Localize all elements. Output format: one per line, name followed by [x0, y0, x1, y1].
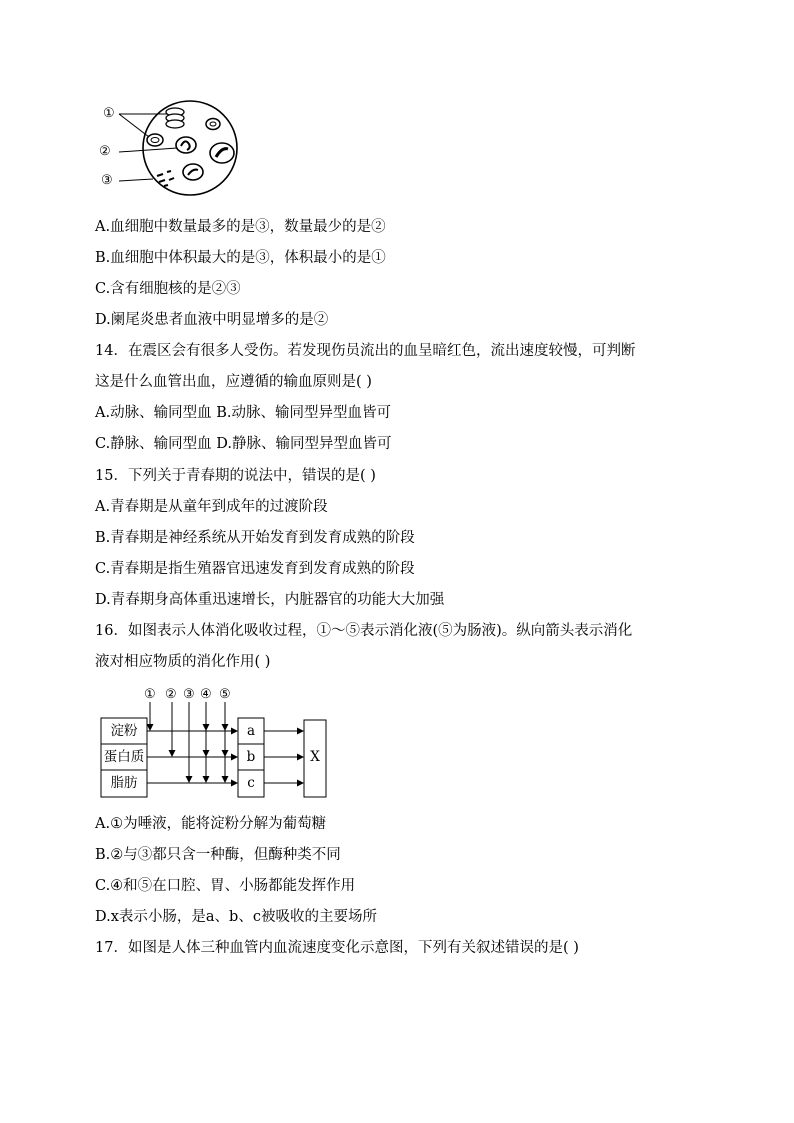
- blood-marker-3: ③: [101, 173, 113, 188]
- q13-option-c: C.含有细胞核的是②③: [95, 281, 241, 297]
- product-c: c: [247, 775, 255, 791]
- substance-protein: 蛋白质: [103, 749, 145, 765]
- q13-option-b: B.血细胞中体积最大的是③，体积最小的是①: [95, 250, 386, 266]
- q13-option-a: A.血细胞中数量最多的是③，数量最少的是②: [95, 219, 386, 235]
- fluid-2-label: ②: [165, 687, 177, 702]
- substance-fat: 脂肪: [110, 775, 138, 791]
- q15-option-d: D.青春期身高体重迅速增长，内脏器官的功能大大加强: [95, 592, 445, 608]
- digestion-diagram: [95, 686, 335, 802]
- product-b: b: [246, 749, 256, 765]
- q14-options-ab: A.动脉、输同型血 B.动脉、输同型异型血皆可: [95, 405, 391, 421]
- q16-option-b: B.②与③都只含一种酶，但酶种类不同: [95, 847, 341, 863]
- blood-smear-diagram: [95, 100, 255, 200]
- fluid-1-label: ①: [144, 687, 156, 702]
- q14-stem-line1: 14．在震区会有很多人受伤。若发现伤员流出的血呈暗红色，流出速度较慢，可判断: [95, 343, 636, 359]
- organ-x: X: [310, 749, 320, 765]
- q15-option-a: A.青春期是从童年到成年的过渡阶段: [95, 499, 328, 515]
- q14-stem-line2: 这是什么血管出血，应遵循的输血原则是( ): [95, 374, 372, 390]
- q16-stem-line1: 16．如图表示人体消化吸收过程，①～⑤表示消化液(⑤为肠液)。纵向箭头表示消化: [95, 623, 633, 639]
- q14-options-cd: C.静脉、输同型血 D.静脉、输同型异型血皆可: [95, 436, 392, 452]
- fluid-4-label: ④: [200, 687, 212, 702]
- q16-option-a: A.①为唾液，能将淀粉分解为葡萄糖: [95, 816, 327, 832]
- q15-stem: 15．下列关于青春期的说法中，错误的是( ): [95, 468, 376, 484]
- product-a: a: [246, 723, 256, 739]
- q13-option-d: D.阑尾炎患者血液中明显增多的是②: [95, 312, 329, 328]
- blood-smear-figure: [95, 100, 255, 200]
- blood-marker-1: ①: [103, 106, 115, 121]
- fluid-3-label: ③: [183, 687, 195, 702]
- q17-stem: 17．如图是人体三种血管内血流速度变化示意图，下列有关叙述错误的是( ): [95, 940, 579, 956]
- q16-option-c: C.④和⑤在口腔、胃、小肠都能发挥作用: [95, 878, 356, 894]
- q16-stem-line2: 液对相应物质的消化作用( ): [95, 654, 271, 670]
- substance-starch: 淀粉: [110, 723, 138, 739]
- blood-marker-2: ②: [99, 144, 111, 159]
- q15-option-b: B.青春期是神经系统从开始发育到发育成熟的阶段: [95, 530, 415, 546]
- q15-option-c: C.青春期是指生殖器官迅速发育到发育成熟的阶段: [95, 561, 415, 577]
- q16-option-d: D.x表示小肠，是a、b、c被吸收的主要场所: [95, 909, 377, 925]
- fluid-5-label: ⑤: [219, 687, 231, 702]
